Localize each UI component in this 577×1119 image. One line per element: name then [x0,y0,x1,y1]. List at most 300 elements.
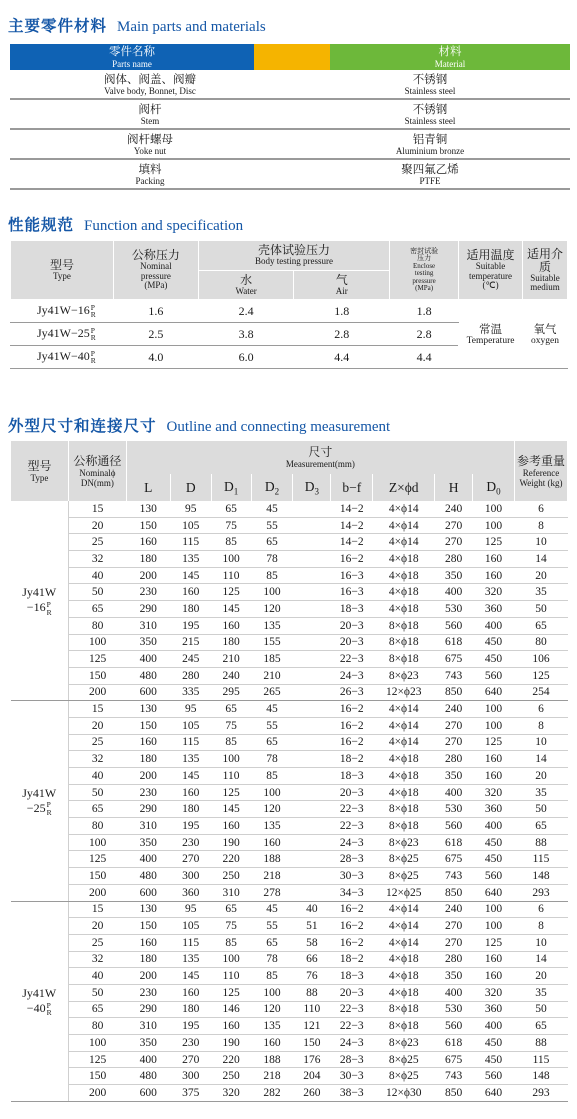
outline-value-cell: 85 [251,567,293,584]
outline-value-cell: 190 [211,834,251,851]
outline-value-cell: 100 [473,717,515,734]
outline-value-cell: 145 [170,567,211,584]
outline-value-cell: 400 [126,851,170,868]
outline-value-cell: 220 [211,851,251,868]
outline-value-cell: 65 [514,617,567,634]
outline-value-cell: 100 [473,701,515,718]
outline-value-cell: 106 [514,651,567,668]
outline-value-cell: 400 [435,984,473,1001]
outline-value-cell: 230 [126,784,170,801]
part-name-zh: 阀杆 [138,102,162,116]
outline-value-cell: 270 [435,717,473,734]
outline-value-cell: 10 [514,534,567,551]
outline-value-cell: 4×ϕ14 [373,517,435,534]
outline-value-cell: 260 [293,1085,331,1102]
outline-value-cell: 400 [473,818,515,835]
outline-value-cell: 51 [293,918,331,935]
outline-value-cell [293,734,331,751]
outline-model: Jy41W [22,785,57,800]
outline-value-cell: 125 [473,934,515,951]
outline-value-cell: 743 [435,1068,473,1085]
outline-value-cell: 850 [435,1085,473,1102]
outline-row [11,1018,568,1035]
outline-value-cell: 20 [514,567,567,584]
outline-value-cell: 270 [435,934,473,951]
outline-value-cell: 30−3 [331,868,373,885]
outline-value-cell: 160 [211,1018,251,1035]
outline-value-cell [293,717,331,734]
outline-model: Jy41W [22,585,57,600]
outline-value-cell: 204 [293,1068,331,1085]
outline-value-cell: 293 [514,884,567,901]
outline-value-cell: 8×ϕ18 [373,801,435,818]
outline-row [11,918,568,935]
outline-value-cell: 18−3 [331,968,373,985]
outline-value-cell: 350 [435,567,473,584]
outline-value-cell: 65 [251,534,293,551]
func-water-header: 水 Water [198,270,294,300]
outline-value-cell: 35 [514,984,567,1001]
outline-value-cell: 6 [514,501,567,517]
outline-value-cell: 20−3 [331,984,373,1001]
parts-name-header [10,44,254,70]
outline-value-cell: 78 [251,551,293,568]
outline-value-cell: 16−2 [331,717,373,734]
outline-dn-cell: 25 [68,934,126,951]
outline-value-cell: 160 [126,534,170,551]
outline-model-pn: −25 P R [26,800,52,817]
outline-value-cell: 4×ϕ14 [373,734,435,751]
outline-value-cell: 675 [435,1051,473,1068]
outline-value-cell: 130 [126,701,170,718]
outline-value-cell: 125 [211,984,251,1001]
parts-material-header-zh: 材料 [438,44,462,58]
outline-row [11,534,568,551]
outline-value-cell: 176 [293,1051,331,1068]
part-material-en: Stainless steel [404,116,456,126]
outline-value-cell: 130 [126,901,170,918]
outline-value-cell: 160 [473,768,515,785]
outline-value-cell: 146 [211,1001,251,1018]
outline-title-en: Outline and connecting measurement [166,419,391,435]
outline-dn-cell: 65 [68,601,126,618]
outline-value-cell: 850 [435,884,473,901]
outline-value-cell: 320 [473,984,515,1001]
outline-value-cell: 155 [251,634,293,651]
parts-table [10,44,570,190]
outline-value-cell: 230 [170,834,211,851]
outline-value-cell: 4×ϕ18 [373,968,435,985]
outline-value-cell: 115 [514,851,567,868]
outline-row [11,884,568,901]
outline-value-cell: 560 [435,1018,473,1035]
outline-value-cell: 45 [251,701,293,718]
pr-suffix: P R [46,1000,52,1017]
outline-row [11,634,568,651]
outline-value-cell: 110 [211,567,251,584]
outline-row [11,717,568,734]
outline-value-cell: 66 [293,951,331,968]
outline-value-cell: 180 [170,1001,211,1018]
outline-row [11,801,568,818]
pr-suffix: P R [46,800,52,817]
outline-dn-cell: 150 [68,667,126,684]
outline-value-cell [293,534,331,551]
outline-value-cell: 360 [473,601,515,618]
outline-value-cell: 280 [435,751,473,768]
outline-value-cell: 135 [170,951,211,968]
outline-value-cell: 135 [170,551,211,568]
func-medium-cell [523,300,568,369]
outline-value-cell: 310 [211,884,251,901]
parts-title-en: Main parts and materials [117,19,266,35]
outline-col-header: $D_1$ [211,474,251,501]
outline-value-cell: 618 [435,834,473,851]
outline-dn-cell: 40 [68,968,126,985]
func-model: Jy41W−16 [37,303,90,318]
outline-value-cell: 4×ϕ14 [373,534,435,551]
outline-value-cell: 250 [211,1068,251,1085]
func-air-cell: 2.8 [294,323,390,346]
outline-row [11,501,568,517]
outline-row [11,1051,568,1068]
outline-value-cell: 150 [126,517,170,534]
parts-section-title [8,14,266,36]
outline-model-pn: −16 P R [26,600,52,617]
outline-value-cell: 8×ϕ25 [373,1051,435,1068]
outline-value-cell: 8×ϕ25 [373,851,435,868]
outline-value-cell: 160 [126,734,170,751]
outline-value-cell: 14 [514,951,567,968]
outline-value-cell: 75 [211,717,251,734]
outline-row [11,951,568,968]
outline-value-cell: 8×ϕ25 [373,868,435,885]
outline-row [11,968,568,985]
outline-col-header: b−f [331,474,373,501]
func-temp-cell [459,300,523,369]
outline-value-cell: 95 [170,901,211,918]
outline-dn-cell: 125 [68,851,126,868]
func-temp-zh: 常温 [479,321,503,336]
outline-value-cell: 22−3 [331,818,373,835]
outline-model: Jy41W [22,985,57,1000]
outline-value-cell: 6 [514,901,567,918]
outline-value-cell: 8×ϕ18 [373,1001,435,1018]
outline-value-cell: 75 [211,517,251,534]
parts-rows [10,70,570,190]
outline-value-cell: 65 [514,1018,567,1035]
outline-dn-cell: 150 [68,1068,126,1085]
outline-value-cell: 560 [473,868,515,885]
outline-value-cell: 12×ϕ25 [373,884,435,901]
outline-value-cell [293,517,331,534]
outline-value-cell: 100 [211,551,251,568]
outline-row [11,784,568,801]
outline-value-cell: 160 [251,1035,293,1052]
outline-value-cell: 188 [251,1051,293,1068]
outline-col-header: Z×ϕd [373,474,435,501]
outline-dn-cell: 20 [68,717,126,734]
outline-value-cell: 50 [514,1001,567,1018]
outline-dn-cell: 80 [68,1018,126,1035]
part-material-zh: 铝青铜 [412,132,448,146]
outline-value-cell: 450 [473,634,515,651]
outline-value-cell: 120 [251,601,293,618]
outline-value-cell: 100 [211,951,251,968]
outline-value-cell: 450 [473,1051,515,1068]
outline-value-cell: 100 [251,784,293,801]
outline-value-cell: 4×ϕ18 [373,784,435,801]
outline-type-header: 型号 Type [11,441,69,501]
outline-value-cell: 160 [473,551,515,568]
outline-value-cell: 850 [435,684,473,701]
outline-value-cell: 16−3 [331,584,373,601]
pr-suffix: P R [46,600,52,617]
outline-value-cell: 180 [211,634,251,651]
outline-row [11,567,568,584]
outline-value-cell [293,701,331,718]
outline-value-cell: 100 [473,918,515,935]
parts-material-header [330,44,570,70]
outline-dn-cell: 15 [68,701,126,718]
outline-value-cell: 14 [514,751,567,768]
outline-value-cell: 240 [435,501,473,517]
outline-value-cell [293,851,331,868]
outline-value-cell: 125 [514,667,567,684]
outline-dn-cell: 50 [68,984,126,1001]
outline-dn-cell: 32 [68,551,126,568]
outline-value-cell: 65 [251,734,293,751]
outline-value-cell: 240 [211,667,251,684]
outline-value-cell: 180 [126,751,170,768]
outline-value-cell: 400 [126,651,170,668]
outline-row [11,1035,568,1052]
outline-dn-cell: 20 [68,517,126,534]
outline-value-cell: 115 [170,934,211,951]
outline-value-cell: 250 [211,868,251,885]
outline-col-header: $D_2$ [251,474,293,501]
outline-value-cell: 10 [514,734,567,751]
outline-value-cell [293,834,331,851]
func-pn-cell: 4.0 [113,346,198,369]
outline-value-cell: 270 [170,851,211,868]
outline-value-cell: 160 [211,818,251,835]
outline-value-cell: 480 [126,868,170,885]
outline-dn-cell: 65 [68,801,126,818]
outline-value-cell: 20−3 [331,634,373,651]
outline-value-cell: 200 [126,768,170,785]
outline-dn-cell: 125 [68,1051,126,1068]
outline-measurement-header: 尺寸 Measurement(mm) [126,441,514,474]
func-medium-en: oxygen [531,335,559,346]
outline-value-cell: 130 [126,501,170,517]
outline-value-cell: 45 [251,901,293,918]
outline-value-cell: 320 [473,584,515,601]
outline-value-cell: 28−3 [331,851,373,868]
outline-value-cell: 350 [435,968,473,985]
outline-value-cell: 16−2 [331,918,373,935]
outline-value-cell: 26−3 [331,684,373,701]
outline-value-cell: 95 [170,701,211,718]
outline-dn-cell: 15 [68,901,126,918]
outline-value-cell: 55 [251,717,293,734]
outline-value-cell: 4×ϕ18 [373,567,435,584]
func-air-header: 气 Air [294,270,390,300]
outline-value-cell: 160 [473,567,515,584]
outline-value-cell: 188 [251,851,293,868]
outline-value-cell: 180 [170,801,211,818]
outline-value-cell: 160 [473,751,515,768]
func-row [11,300,568,323]
func-pn-cell: 1.6 [113,300,198,323]
outline-model-pn: −40 P R [26,1000,52,1017]
outline-value-cell: 743 [435,868,473,885]
outline-value-cell: 145 [170,968,211,985]
outline-value-cell: 148 [514,1068,567,1085]
outline-value-cell: 350 [126,834,170,851]
outline-value-cell: 4×ϕ18 [373,768,435,785]
outline-type-cell [11,901,69,1101]
outline-row [11,851,568,868]
pr-suffix: P R [90,325,96,343]
func-seal-cell: 4.4 [390,346,459,369]
outline-value-cell: 115 [514,1051,567,1068]
outline-value-cell: 75 [211,918,251,935]
func-air-cell: 4.4 [294,346,390,369]
outline-value-cell: 290 [126,601,170,618]
outline-value-cell: 270 [435,734,473,751]
part-name-cell [10,130,290,158]
outline-value-cell: 35 [514,784,567,801]
outline-value-cell: 160 [251,834,293,851]
outline-value-cell: 4×ϕ14 [373,918,435,935]
parts-title-zh: 主要零件材料 [8,17,108,35]
outline-value-cell: 145 [211,601,251,618]
outline-value-cell: 18−3 [331,601,373,618]
outline-value-cell: 20 [514,768,567,785]
func-medium-zh: 氧气 [533,321,557,336]
outline-value-cell: 125 [211,784,251,801]
func-pn-cell: 2.5 [113,323,198,346]
outline-value-cell: 12×ϕ23 [373,684,435,701]
outline-value-cell: 350 [435,768,473,785]
outline-value-cell: 4×ϕ18 [373,601,435,618]
parts-name-header-en: Parts name [112,59,152,69]
outline-value-cell: 135 [251,1018,293,1035]
outline-dn-cell: 80 [68,818,126,835]
outline-value-cell [293,684,331,701]
outline-value-cell: 22−3 [331,801,373,818]
outline-value-cell [293,651,331,668]
outline-value-cell: 14−2 [331,501,373,517]
parts-material-header-en: Material [434,59,466,69]
outline-row [11,584,568,601]
outline-weight-header: 参考重量 Reference Weight (kg) [514,441,567,501]
outline-value-cell: 335 [170,684,211,701]
parts-header [10,44,570,70]
outline-value-cell [293,784,331,801]
outline-value-cell: 8×ϕ23 [373,1035,435,1052]
outline-value-cell [293,567,331,584]
outline-value-cell: 76 [293,968,331,985]
outline-dn-header: 公称通径 Nominalϕ DN(mm) [68,441,126,501]
outline-value-cell: 218 [251,868,293,885]
outline-value-cell: 115 [170,534,211,551]
outline-value-cell: 560 [473,667,515,684]
part-name-zh: 填料 [138,162,162,176]
outline-value-cell: 115 [170,734,211,751]
part-name-en: Valve body, Bonnet, Disc [104,86,196,96]
outline-value-cell: 280 [435,551,473,568]
outline-value-cell: 282 [251,1085,293,1102]
outline-dn-cell: 40 [68,567,126,584]
outline-value-cell: 265 [251,684,293,701]
func-medium-header: 适用介质 Suitable medium [523,241,568,300]
outline-dn-cell: 50 [68,584,126,601]
outline-value-cell: 20−3 [331,617,373,634]
outline-value-cell [293,884,331,901]
outline-value-cell: 185 [251,651,293,668]
outline-value-cell: 50 [514,601,567,618]
outline-row [11,1068,568,1085]
outline-value-cell: 145 [211,801,251,818]
pr-suffix: P R [90,348,96,366]
outline-value-cell: 480 [126,1068,170,1085]
outline-value-cell: 195 [170,818,211,835]
outline-value-cell: 230 [126,984,170,1001]
func-water-cell: 6.0 [198,346,294,369]
outline-table [10,441,568,1102]
func-model-cell [11,323,114,346]
part-name-en: Yoke nut [133,146,167,156]
outline-section-title [8,414,390,436]
outline-value-cell: 400 [435,584,473,601]
outline-value-cell: 160 [170,784,211,801]
outline-value-cell: 150 [126,717,170,734]
outline-value-cell: 85 [211,534,251,551]
outline-value-cell: 640 [473,684,515,701]
outline-value-cell: 280 [435,951,473,968]
outline-value-cell: 293 [514,1085,567,1102]
part-name-en: Packing [135,176,165,186]
outline-value-cell: 65 [251,934,293,951]
outline-dn-cell: 32 [68,751,126,768]
outline-value-cell: 85 [211,934,251,951]
outline-value-cell [293,868,331,885]
outline-value-cell: 35 [514,584,567,601]
outline-value-cell: 65 [211,501,251,517]
outline-value-cell: 280 [170,667,211,684]
outline-value-cell: 88 [514,834,567,851]
outline-value-cell [293,551,331,568]
outline-value-cell: 10 [514,934,567,951]
outline-value-cell: 300 [170,1068,211,1085]
outline-value-cell: 375 [170,1085,211,1102]
outline-row [11,768,568,785]
outline-value-cell: 350 [126,634,170,651]
outline-value-cell: 160 [211,617,251,634]
outline-value-cell: 100 [473,901,515,918]
outline-value-cell: 4×ϕ18 [373,951,435,968]
outline-title-zh: 外型尺寸和连接尺寸 [8,417,157,435]
outline-value-cell: 195 [170,617,211,634]
func-seal-header: 密封试验压力 Enclose testing pressure (MPa) [390,241,459,300]
outline-value-cell: 270 [435,534,473,551]
outline-value-cell: 8 [514,918,567,935]
outline-value-cell [293,667,331,684]
pr-suffix: P R [90,302,96,320]
part-material-en: Stainless steel [404,86,456,96]
